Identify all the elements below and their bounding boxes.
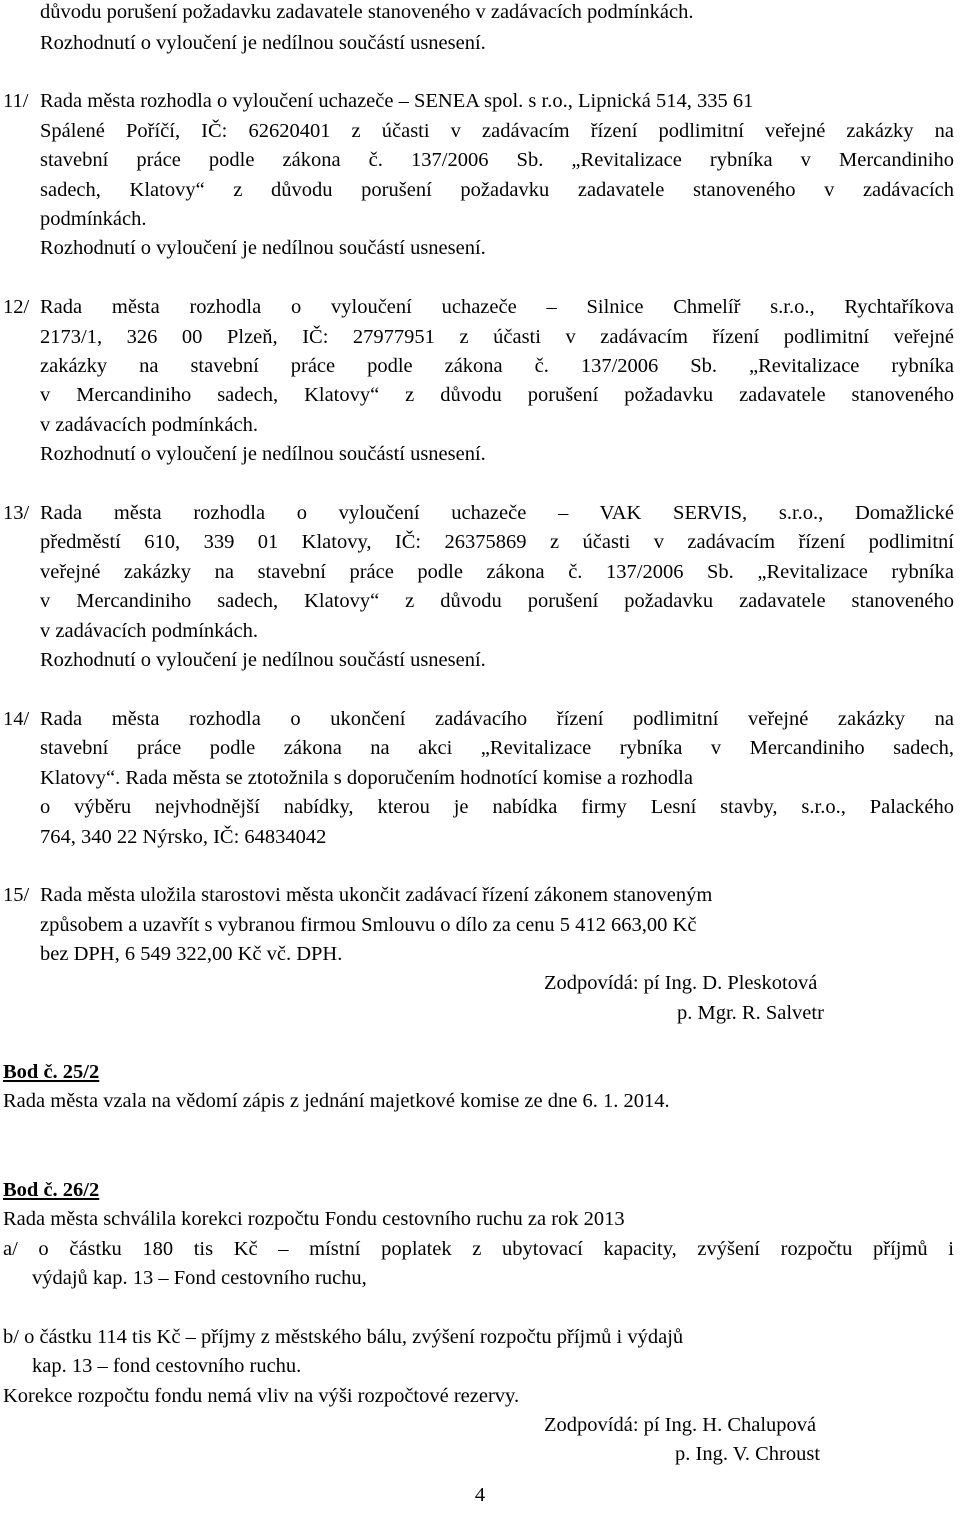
paragraph-line: o výběru nejvhodnější nabídky, kterou je nabídka firmy Lesní stavby, s.r.o., Palackého: [40, 796, 954, 818]
paragraph-line: stavební práce podle zákona na akci „Revitalizace rybníka v Mercandiniho sadech,: [40, 737, 954, 759]
paragraph-line: způsobem a uzavřít s vybranou firmou Smlouvu o dílo za cenu 5 412 663,00 Kč: [40, 914, 697, 936]
paragraph-line: sadech, Klatovy“ z důvodu porušení požadavku zadavatele stanoveného v zadávacích: [40, 179, 954, 201]
item-number: 12/: [3, 296, 30, 318]
paragraph-line: Rozhodnutí o vyloučení je nedílnou součástí usnesení.: [40, 443, 486, 465]
paragraph-line: zakázky na stavební práce podle zákona č. 137/2006 Sb. „Revitalizace rybníka: [40, 355, 954, 377]
paragraph-line: Klatovy“. Rada města se ztotožnila s doporučením hodnotící komise a rozhodla: [40, 767, 693, 789]
item-number: 13/: [3, 502, 30, 524]
paragraph-line: v Mercandiniho sadech, Klatovy“ z důvodu porušení požadavku zadavatele stanoveného: [40, 384, 954, 406]
paragraph-line: 764, 340 22 Nýrsko, IČ: 64834042: [40, 826, 327, 848]
paragraph-line: veřejné zakázky na stavební práce podle zákona č. 137/2006 Sb. „Revitalizace rybníka: [40, 561, 954, 583]
paragraph-line: Rada města rozhodla o vyloučení uchazeče – SENEA spol. s r.o., Lipnická 514, 335 61: [40, 90, 754, 112]
paragraph-line: 2173/1, 326 00 Plzeň, IČ: 27977951 z účasti v zadávacím řízení podlimitní veřejné: [40, 326, 954, 348]
paragraph-line: předměstí 610, 339 01 Klatovy, IČ: 26375869 z účasti v zadávacím řízení podlimitní: [40, 531, 954, 553]
paragraph-line: výdajů kap. 13 – Fond cestovního ruchu,: [32, 1267, 367, 1289]
paragraph-line: Rada města rozhodla o vyloučení uchazeče – VAK SERVIS, s.r.o., Domažlické: [40, 502, 954, 524]
section-heading: Bod č. 26/2: [3, 1179, 100, 1201]
paragraph-line: kap. 13 – fond cestovního ruchu.: [32, 1355, 302, 1377]
paragraph-line: Rada města uložila starostovi města ukončit zadávací řízení zákonem stanoveným: [40, 884, 713, 906]
paragraph-line: v zadávacích podmínkách.: [40, 414, 259, 436]
paragraph-line: b/ o částku 114 tis Kč – příjmy z městského bálu, zvýšení rozpočtu příjmů i výdajů: [3, 1326, 684, 1348]
page-number: 4: [474, 1484, 486, 1506]
responsible-person: Zodpovídá: pí Ing. D. Pleskotová: [544, 972, 818, 994]
paragraph-line: Rozhodnutí o vyloučení je nedílnou součástí usnesení.: [40, 32, 486, 54]
paragraph-line: Korekce rozpočtu fondu nemá vliv na výši rozpočtové rezervy.: [3, 1385, 520, 1407]
paragraph-line: Rozhodnutí o vyloučení je nedílnou součástí usnesení.: [40, 649, 486, 671]
responsible-person: p. Mgr. R. Salvetr: [677, 1002, 824, 1024]
item-number: 11/: [3, 90, 29, 112]
paragraph-line: v Mercandiniho sadech, Klatovy“ z důvodu porušení požadavku zadavatele stanoveného: [40, 590, 954, 612]
paragraph-line: podmínkách.: [40, 208, 147, 230]
paragraph-line: a/ o částku 180 tis Kč – místní poplatek z ubytovací kapacity, zvýšení rozpočtu příjmů i: [3, 1238, 954, 1260]
item-number: 14/: [3, 708, 30, 730]
item-number: 15/: [3, 884, 30, 906]
paragraph-line: stavební práce podle zákona č. 137/2006 Sb. „Revitalizace rybníka v Mercandiniho: [40, 149, 954, 171]
paragraph-line: Rada města rozhodla o ukončení zadávacího řízení podlimitní veřejné zakázky na: [40, 708, 954, 730]
responsible-person: Zodpovídá: pí Ing. H. Chalupová: [544, 1414, 817, 1436]
section-heading: Bod č. 25/2: [3, 1061, 100, 1083]
paragraph-line: bez DPH, 6 549 322,00 Kč vč. DPH.: [40, 943, 343, 965]
paragraph-line: Rada města rozhodla o vyloučení uchazeče – Silnice Chmelíř s.r.o., Rychtaříkova: [40, 296, 954, 318]
paragraph-line: Spálené Poříčí, IČ: 62620401 z účasti v zadávacím řízení podlimitní veřejné zakázky na: [40, 120, 954, 142]
paragraph-line: Rozhodnutí o vyloučení je nedílnou součástí usnesení.: [40, 237, 486, 259]
paragraph-line: důvodu porušení požadavku zadavatele stanoveného v zadávacích podmínkách.: [40, 1, 694, 23]
paragraph-line: Rada města vzala na vědomí zápis z jednání majetkové komise ze dne 6. 1. 2014.: [3, 1090, 670, 1112]
paragraph-line: Rada města schválila korekci rozpočtu Fondu cestovního ruchu za rok 2013: [3, 1208, 625, 1230]
paragraph-line: v zadávacích podmínkách.: [40, 620, 259, 642]
responsible-person: p. Ing. V. Chroust: [675, 1443, 821, 1465]
